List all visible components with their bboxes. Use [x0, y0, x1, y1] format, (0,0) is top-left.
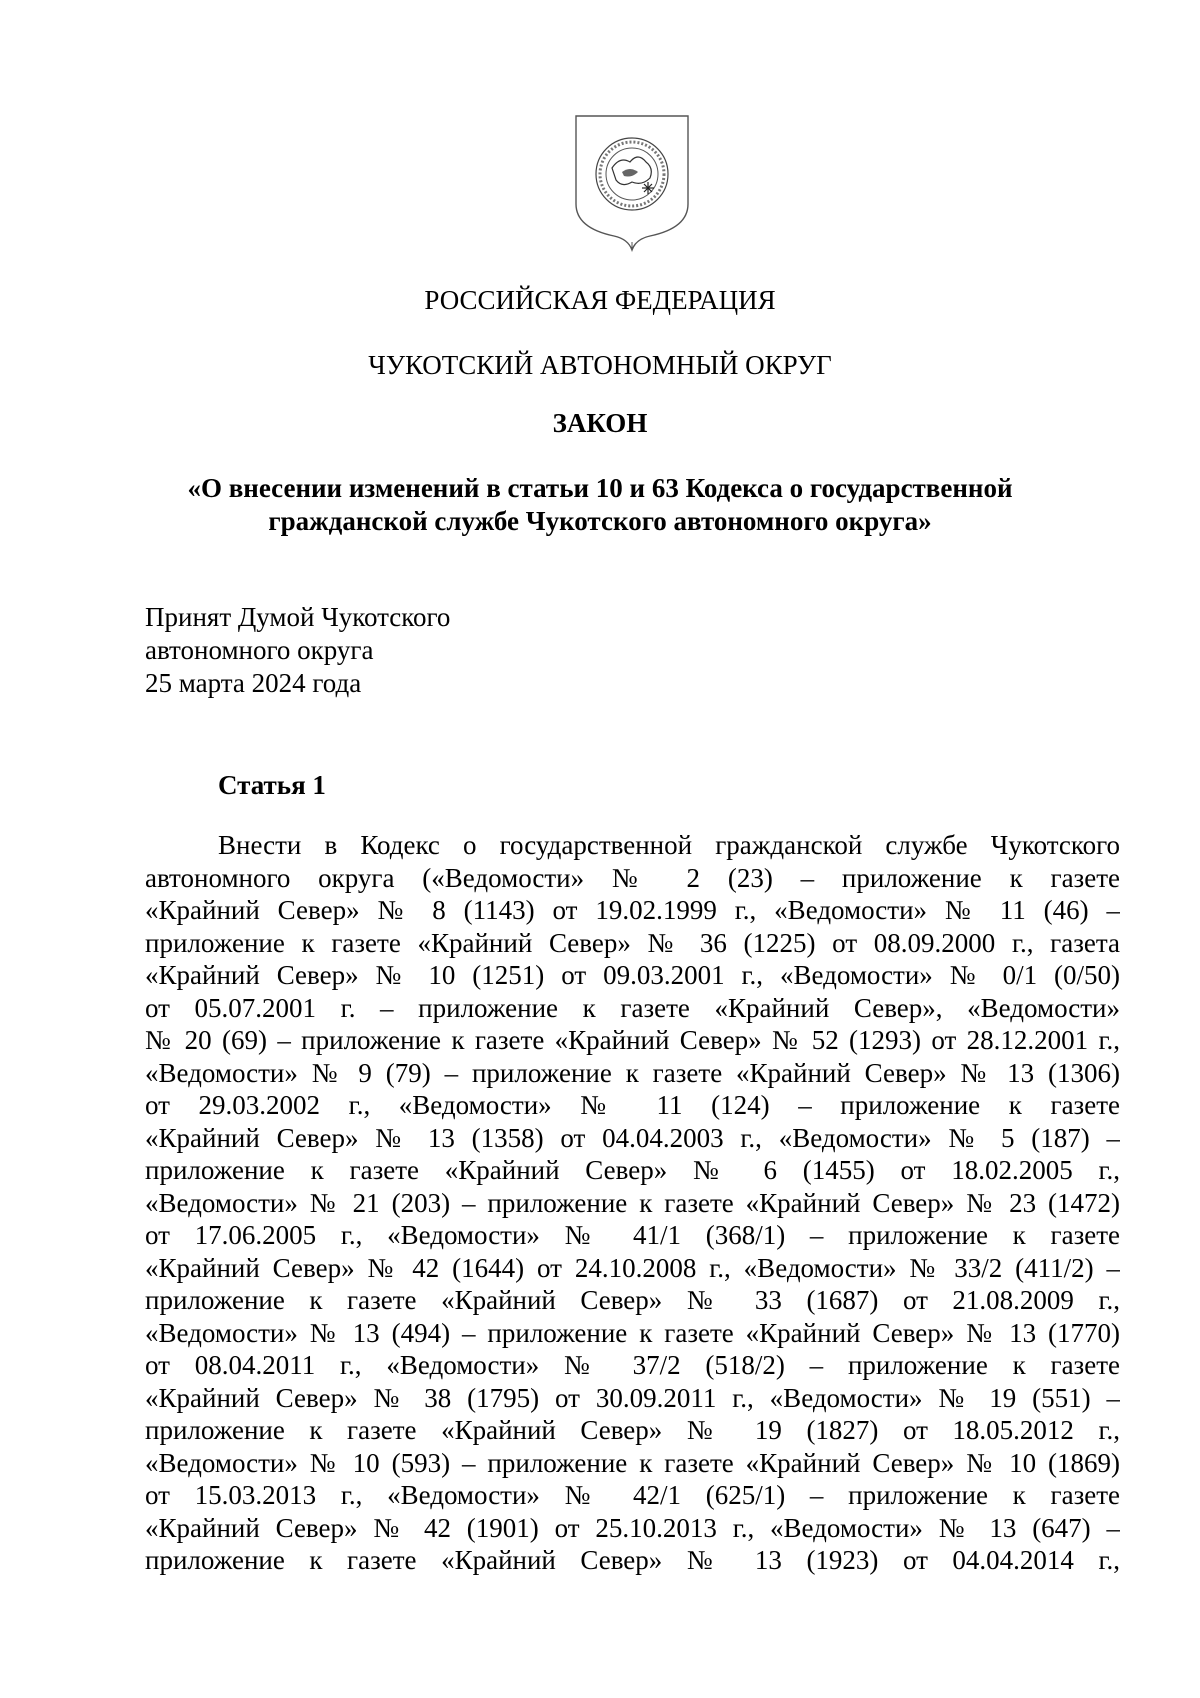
- article-heading: Статья 1: [218, 770, 326, 800]
- article-text-line: № 20 (69) – приложение к газете «Крайний Север» № 52 (1293) от 28.12.2001 г.,: [145, 1025, 1120, 1055]
- article-text-line: «Крайний Север» № 13 (1358) от 04.04.2003 г., «Ведомости» № 5 (187) –: [145, 1122, 1120, 1153]
- adoption-line: Принят Думой Чукотского: [145, 602, 451, 632]
- article-text-line: автономного округа («Ведомости» № 2 (23) – приложение к газете: [145, 862, 1120, 893]
- article-text-line: от 08.04.2011 г., «Ведомости» № 37/2 (518/2) – приложение к газете: [145, 1350, 1120, 1380]
- law-title-line: «О внесении изменений в статьи 10 и 63 Кодекса о государственной: [187, 473, 1013, 503]
- adoption-block: [145, 601, 450, 700]
- country-heading: РОССИЙСКАЯ ФЕДЕРАЦИЯ: [424, 285, 776, 315]
- article-text-line: от 29.03.2002 г., «Ведомости» № 11 (124) – приложение к газете: [145, 1090, 1120, 1120]
- article-text-line: «Крайний Север» № 42 (1644) от 24.10.2008 г., «Ведомости» № 33/2 (411/2) –: [145, 1252, 1120, 1283]
- article-text-line: «Крайний Север» № 10 (1251) от 09.03.2001 г., «Ведомости» № 0/1 (0/50): [145, 960, 1120, 990]
- law-title-line: гражданской службе Чукотского автономного округа»: [268, 506, 932, 536]
- article-text-line: приложение к газете «Крайний Север» № 13 (1923) от 04.04.2014 г.,: [145, 1545, 1120, 1575]
- article-text-line: Внести в Кодекс о государственной гражданской службе Чукотского: [218, 830, 1120, 860]
- article-text-line: приложение к газете «Крайний Север» № 36 (1225) от 08.09.2000 г., газета: [145, 927, 1120, 958]
- article-text-line: «Крайний Север» № 42 (1901) от 25.10.2013 г., «Ведомости» № 13 (647) –: [145, 1512, 1120, 1543]
- law-title: [140, 472, 1060, 538]
- article-text-line: от 17.06.2005 г., «Ведомости» № 41/1 (368/1) – приложение к газете: [145, 1220, 1120, 1250]
- article-text-line: от 15.03.2013 г., «Ведомости» № 42/1 (625/1) – приложение к газете: [145, 1480, 1120, 1510]
- article-text-line: «Ведомости» № 10 (593) – приложение к газете «Крайний Север» № 10 (1869): [145, 1447, 1120, 1478]
- article-body: [145, 829, 1120, 1577]
- article-text-line: «Ведомости» № 9 (79) – приложение к газете «Крайний Север» № 13 (1306): [145, 1057, 1120, 1088]
- article-text-line: «Крайний Север» № 8 (1143) от 19.02.1999 г., «Ведомости» № 11 (46) –: [145, 895, 1120, 925]
- adoption-date: 25 марта 2024 года: [145, 668, 362, 698]
- coat-of-arms-emblem-icon: [572, 112, 692, 252]
- article-text-line: «Крайний Север» № 38 (1795) от 30.09.2011 г., «Ведомости» № 19 (551) –: [145, 1382, 1120, 1413]
- article-text-line: «Ведомости» № 21 (203) – приложение к газете «Крайний Север» № 23 (1472): [145, 1187, 1120, 1218]
- region-heading: ЧУКОТСКИЙ АВТОНОМНЫЙ ОКРУГ: [368, 350, 832, 380]
- article-text-line: «Ведомости» № 13 (494) – приложение к газете «Крайний Север» № 13 (1770): [145, 1317, 1120, 1348]
- article-text-line: приложение к газете «Крайний Север» № 33 (1687) от 21.08.2009 г.,: [145, 1285, 1120, 1315]
- article-text-line: от 05.07.2001 г. – приложение к газете «Крайний Север», «Ведомости»: [145, 992, 1120, 1023]
- document-type-heading: ЗАКОН: [552, 408, 648, 438]
- article-text-line: приложение к газете «Крайний Север» № 19 (1827) от 18.05.2012 г.,: [145, 1415, 1120, 1445]
- adoption-line: автономного округа: [145, 635, 374, 665]
- article-text-line: приложение к газете «Крайний Север» № 6 (1455) от 18.02.2005 г.,: [145, 1155, 1120, 1185]
